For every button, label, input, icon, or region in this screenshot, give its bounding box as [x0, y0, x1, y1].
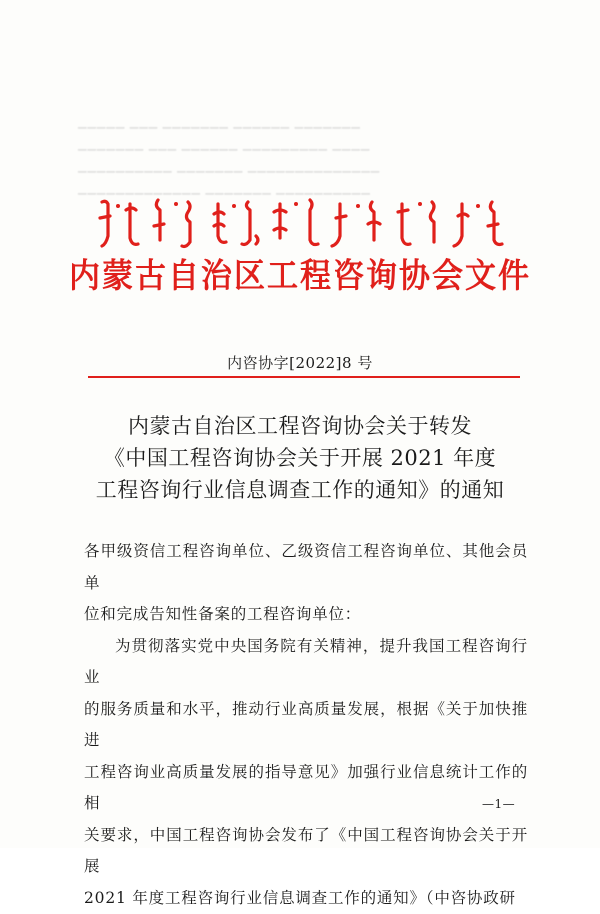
document-number: 内咨协字[2022]8 号: [0, 352, 600, 373]
red-divider-line: [88, 376, 520, 378]
paragraph-1-line-1: 为贯彻落实党中央国务院有关精神，提升我国工程咨询行业: [84, 631, 528, 694]
notice-title: [0, 410, 600, 506]
notice-body: [84, 536, 528, 914]
notice-title-line-2: 《中国工程咨询协会关于开展 2021 年度: [0, 442, 600, 474]
salutation-line-1: 各甲级资信工程咨询单位、乙级资信工程咨询单位、其他会员单: [84, 536, 528, 599]
paragraph-1-line-3: 工程咨询业高质量发展的指导意见》加强行业信息统计工作的相: [84, 757, 528, 820]
paragraph-1-line-4: 关要求，中国工程咨询协会发布了《中国工程咨询协会关于开展: [84, 820, 528, 883]
mongolian-script-logo: [96, 196, 512, 256]
notice-title-line-1: 内蒙古自治区工程咨询协会关于转发: [0, 410, 600, 442]
notice-title-line-3: 工程咨询行业信息调查工作的通知》的通知: [0, 474, 600, 506]
reverse-side-bleed-through: ▁▁▁▁▁ ▁▁▁ ▁▁▁▁▁▁▁ ▁▁▁▁▁▁ ▁▁▁▁▁▁▁ ▁▁▁▁▁▁▁ ▁▁▁ ▁▁▁▁▁▁ ▁▁▁▁▁▁▁▁▁ ▁▁▁▁ ▁▁▁▁▁▁▁▁▁▁ ▁▁▁▁▁▁▁ ▁▁▁▁▁▁▁▁▁▁▁▁▁▁ ▁▁▁▁▁▁▁▁▁▁▁▁▁ ▁▁▁▁▁▁▁ ▁▁▁▁▁▁▁▁▁▁: [78, 112, 538, 200]
salutation-line-2: 位和完成告知性备案的工程咨询单位：: [84, 599, 528, 631]
paragraph-1-line-2: 的服务质量和水平，推动行业高质量发展，根据《关于加快推进: [84, 694, 528, 757]
page-number: —1—: [482, 797, 515, 811]
masthead-title: 内蒙古自治区工程咨询协会文件: [0, 248, 600, 297]
paragraph-1-line-5: 2021 年度工程咨询行业信息调查工作的通知》（中咨协政研: [84, 883, 528, 914]
